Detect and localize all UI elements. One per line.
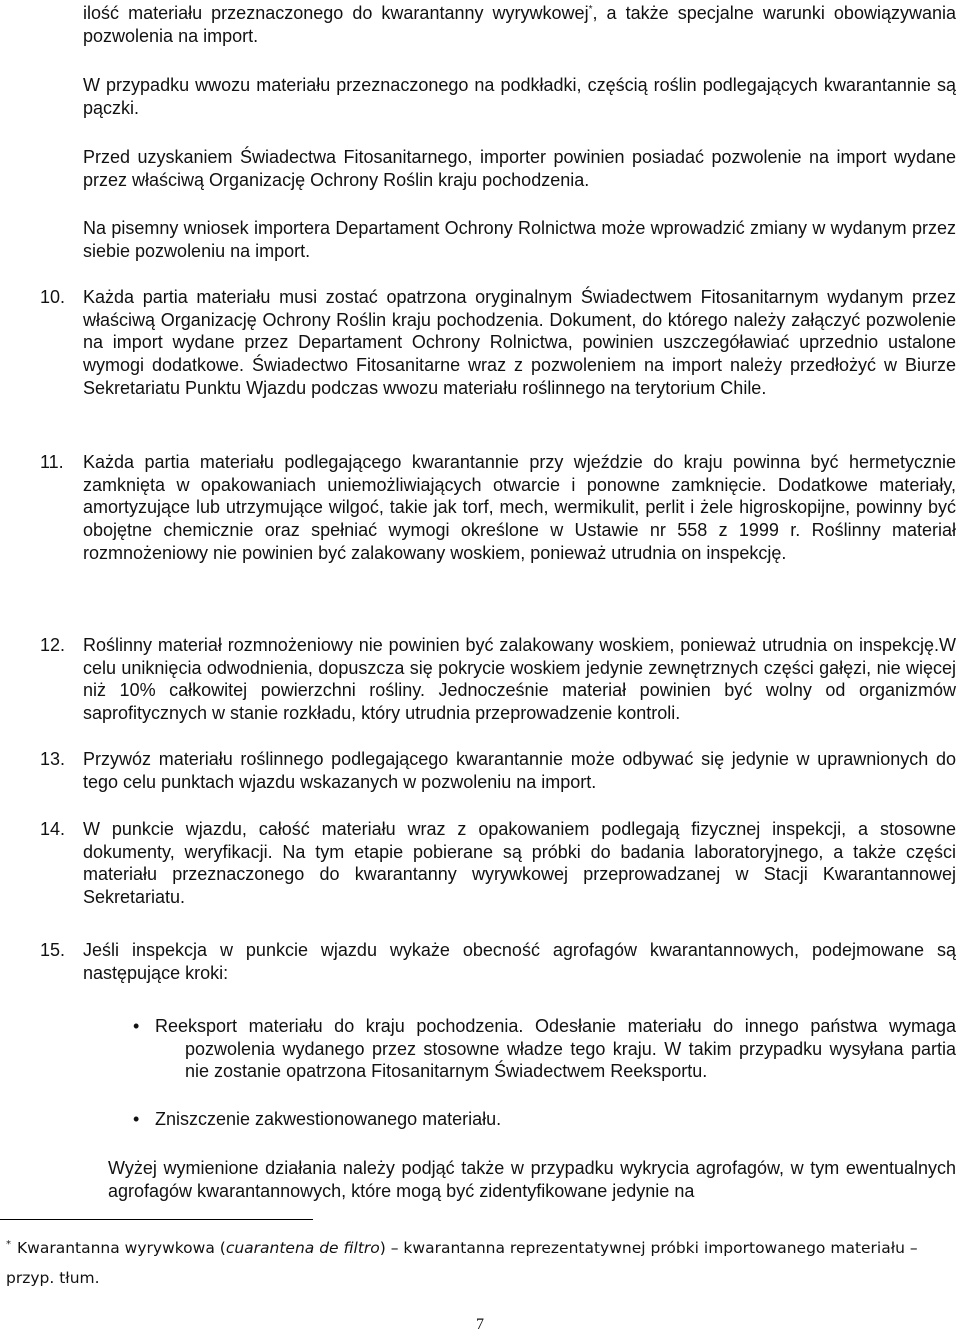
footnote-mark: * bbox=[6, 1238, 11, 1250]
closing-paragraph: Wyżej wymienione działania należy podjąć także w przypadku wykrycia agrofagów, w tym ewentualnych agrofagów kwarantannowych, które mogą być zidentyfikowane jedynie na bbox=[108, 1158, 956, 1201]
item-text: Każda partia materiału musi zostać opatrzona oryginalnym Świadectwem Fitosanitarnym wydanym przez właściwą Organizację Ochrony Roślin kraju pochodzenia. Dokument, do którego należy załączyć pozwolenie na import wydane przez Departament Ochrony Rolnictwa, powinien uszczegóławiać uprzednio ustalone wymogi dodatkowe. Świadectwo Fitosanitarne wraz z pozwoleniem na import należy przedłożyć w Biurze Sekretariatu Punktu Wjazdu podczas wwozu materiału roślinnego na terytorium Chile. bbox=[83, 287, 956, 398]
bullet-reexport bbox=[133, 1015, 956, 1083]
bullet-destruction bbox=[133, 1108, 956, 1131]
page-number: 7 bbox=[476, 1316, 484, 1333]
list-item-15 bbox=[40, 939, 956, 984]
item-number: 13. bbox=[40, 749, 66, 769]
paragraph-sample-quantity: ilość materiału przeznaczonego do kwarantanny wyrywkowej*, a także specjalne warunki obowiązywania pozwolenia na import. bbox=[83, 3, 956, 46]
paragraph-import-permit: Przed uzyskaniem Świadectwa Fitosanitarnego, importer powinien posiadać pozwolenie na import wydane przez właściwą Organizację Ochrony Roślin kraju pochodzenia. bbox=[83, 147, 956, 190]
item-text: Każda partia materiału podlegającego kwarantannie przy wjeździe do kraju powinna być hermetycznie zamknięta w opakowaniach uniemożliwiających otwarcie i ponowne zamknięcie. Dodatkowe materiały, amortyzujące lub utrzymujące wilgoć, takie jak torf, mech, wermikulit, perlit i żele higroskopijne, powinny być obojętne chemicznie oraz spełniać wymogi określone w Ustawie nr 558 z 1999 r. Roślinny materiał rozmnożeniowy nie powinien być zalakowany woskiem, ponieważ utrudnia on inspekcję. bbox=[83, 452, 956, 563]
item-text: W punkcie wjazdu, całość materiału wraz z opakowaniem podlegają fizycznej inspekcji, a stosowne dokumenty, weryfikacji. Na tym etapie pobierane są próbki do badania laboratoryjnego, a także części materiału przeznaczonego do kwarantanny wyrywkowej przeprowadzanej w Stacji Kwarantannowej Sekretariatu. bbox=[83, 819, 956, 908]
footnote-reference: * bbox=[588, 4, 593, 15]
bullet-icon: • bbox=[133, 1109, 140, 1129]
list-item-13 bbox=[40, 748, 956, 793]
footnote-italic-term: cuarantena de filtro bbox=[225, 1239, 380, 1257]
item-text: Roślinny materiał rozmnożeniowy nie powinien być zalakowany woskiem, ponieważ utrudnia on inspekcję.W celu uniknięcia odwodnienia, dopuszcza się pokrycie woskiem jedynie zewnętrznych części gałęzi, nie więcej niż 10% całkowitej powierzchni rośliny. Jednocześnie materiał powinien być wolny od organizmów saprofitycznych w stanie rozkładu, który utrudnia przeprowadzenie kontroli. bbox=[83, 635, 956, 724]
item-number: 12. bbox=[40, 635, 66, 655]
item-number: 10. bbox=[40, 287, 66, 307]
item-number: 15. bbox=[40, 940, 66, 960]
list-item-14 bbox=[40, 818, 956, 909]
paragraph-buds: W przypadku wwozu materiału przeznaczonego na podkładki, częścią roślin podlegających kwarantannie są pączki. bbox=[83, 75, 956, 118]
bullet-icon: • bbox=[133, 1016, 140, 1036]
footnote-separator bbox=[0, 1219, 313, 1220]
item-text: Przywóz materiału roślinnego podlegającego kwarantannie może odbywać się jedynie w uprawnionych do tego celu punktach wjazdu wskazanych w pozwoleniu na import. bbox=[83, 749, 956, 792]
footnote: * Kwarantanna wyrywkowa (cuarantena de filtro) – kwarantanna reprezentatywnej próbki importowanego materiału – przyp. tłum. bbox=[6, 1238, 918, 1287]
list-item-12 bbox=[40, 634, 956, 725]
paragraph-permit-changes: Na pisemny wniosek importera Departament Ochrony Rolnictwa może wprowadzić zmiany w wydanym przez siebie pozwoleniu na import. bbox=[83, 218, 956, 261]
list-item-11 bbox=[40, 451, 956, 565]
item-text: Jeśli inspekcja w punkcie wjazdu wykaże obecność agrofagów kwarantannowych, podejmowane są następujące kroki: bbox=[83, 940, 956, 983]
bullet-text: Zniszczenie zakwestionowanego materiału. bbox=[155, 1109, 502, 1129]
bullet-text: Reeksport materiału do kraju pochodzenia. Odesłanie materiału do innego państwa wymaga pozwolenia wydanego przez stosowne władze tego kraju. W takim przypadku wysyłana partia nie zostanie opatrzona Fitosanitarnym Świadectwem Reeksportu. bbox=[155, 1016, 956, 1082]
item-number: 11. bbox=[40, 452, 64, 472]
item-number: 14. bbox=[40, 819, 66, 839]
list-item-10 bbox=[40, 286, 956, 400]
